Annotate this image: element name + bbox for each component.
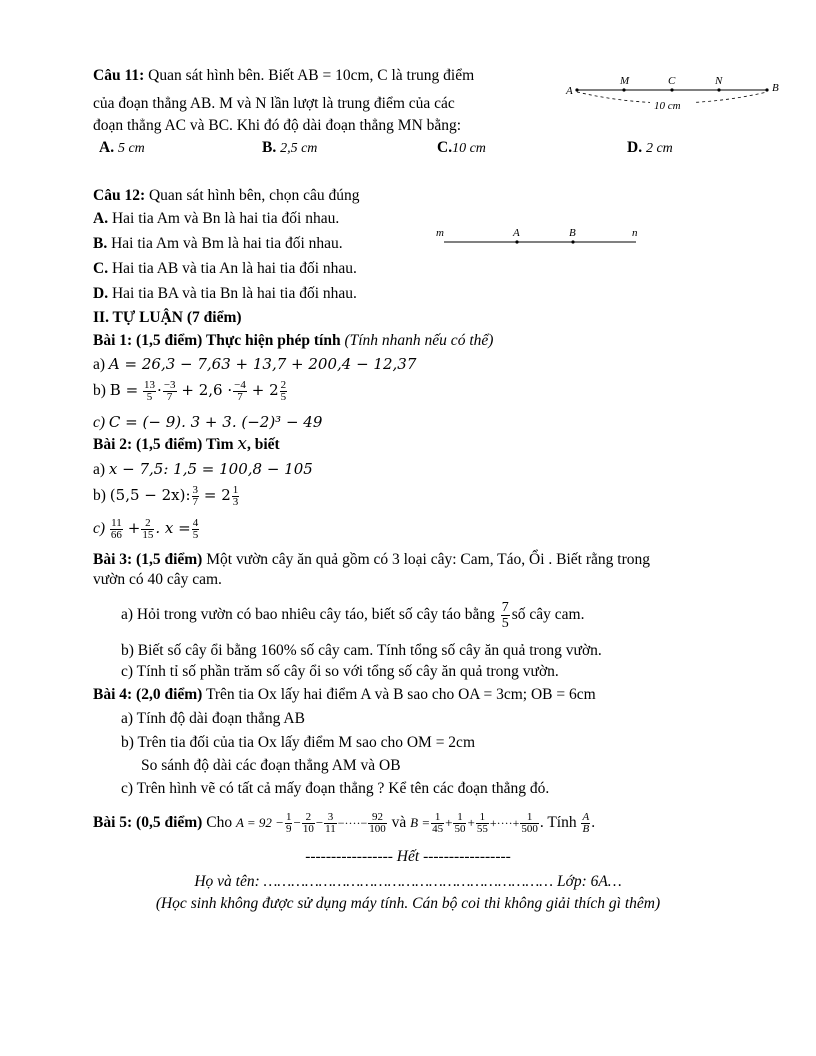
- bai5-ratio-num: A: [582, 810, 590, 823]
- bai1-a-prefix: a): [93, 356, 106, 373]
- bai2-a: [93, 460, 313, 479]
- q11-line2: của đoạn thẳng AB. M và N lần lượt là trung điểm của các: [93, 95, 455, 112]
- bai5-label: Bài 5: (0,5 điểm): [93, 814, 203, 831]
- q12-label: Câu 12:: [93, 187, 146, 204]
- bai1-b-prefix: b): [93, 382, 106, 399]
- bai1-b-dot: ·: [157, 381, 162, 399]
- bai5: Bài 5: (0,5 điểm) Cho A = 92 − $\frac{1}{9}$ − $\frac{2}{10}$ − $\frac{3}{11}$ −····− $\frac{92}{100}$ và B = $\frac{1}{45}$ + $\frac{1}{50}$ + $\frac{1}{55}$ +····+ $\frac{1}{500}$ . Tính $\frac{A}{B}$ .: [93, 810, 596, 835]
- q12-option-d: [93, 285, 357, 303]
- q12-option-a-value: Hai tia Am và Bn là hai tia đối nhau.: [111, 210, 340, 227]
- bai1-note: (Tính nhanh nếu có thể): [344, 332, 494, 349]
- q12-option-c: [93, 260, 357, 278]
- bai5-a-last-den: 100: [369, 822, 386, 835]
- bai2-b-lhs: (5,5 − 2x):: [109, 486, 191, 504]
- bai3-a: [121, 597, 584, 633]
- bai1-b-f2-num: −3: [163, 378, 176, 391]
- bai2-c-f3-den: 5: [192, 528, 199, 541]
- section-title-text: II. TỰ LUẬN (7 điểm): [93, 309, 242, 326]
- bai2-b-f1-den: 7: [192, 495, 199, 508]
- bai5-b-t3-den: 55: [476, 822, 488, 835]
- bai5-a-t3-den: 11: [325, 822, 336, 835]
- bai5-a-last-num: 92: [368, 812, 387, 824]
- footer-het: ----------------- Hết -----------------: [305, 848, 511, 865]
- q12-option-c-key: C.: [93, 260, 109, 277]
- bai2-label-end: , biết: [246, 436, 280, 453]
- bai2-b-f1-num: 3: [192, 483, 199, 496]
- bai1-a: [93, 355, 416, 374]
- bai2-a-expr: x − 7,5: 1,5 = 100,8 − 105: [108, 460, 313, 478]
- bai3-c: c) Tính tỉ số phần trăm số cây ổi so với tổng số cây ăn quả trong vườn.: [121, 663, 559, 680]
- bai5-a-t2-num: 2: [302, 812, 315, 824]
- bai2-c-mid: . x =: [155, 519, 191, 537]
- bai3-b: b) Biết số cây ổi bằng 160% số cây cam. Tính tổng số cây ăn quả trong vườn.: [121, 642, 602, 659]
- q11-option-c: [437, 139, 486, 157]
- bai4-label: Bài 4: (2,0 điểm): [93, 686, 203, 703]
- bai1-b-f3-num: −4: [234, 378, 246, 391]
- footer-name: Họ và tên: ……………………………………………………… Lớp: 6A…: [194, 873, 622, 890]
- bai5-end: .: [591, 814, 596, 831]
- q11-option-a-key: A.: [99, 139, 115, 156]
- bai3-a-text: a) Hỏi trong vườn có bao nhiêu cây táo, biết số cây táo bằng: [121, 606, 495, 623]
- bai1-b-f3-den: 7: [237, 390, 243, 403]
- bai1-c-prefix: c): [93, 414, 106, 431]
- bai3-text1: Một vườn cây ăn quả gồm có 3 loại cây: Cam, Táo, Ổi . Biết rằng trong: [206, 551, 650, 568]
- q11-segment-figure: [560, 68, 790, 118]
- bai5-a-t2-den: 10: [302, 822, 314, 835]
- bai5-b-dots: +····+: [489, 816, 520, 830]
- bai4-b2: So sánh độ dài các đoạn thẳng AM và OB: [141, 757, 401, 774]
- bai2-b-f2-num: 1: [232, 483, 239, 496]
- q11-point-a: A: [566, 85, 573, 97]
- q12-text: Quan sát hình bên, chọn câu đúng: [148, 187, 360, 204]
- q12-point-b: B: [569, 227, 576, 239]
- q12-option-a-key: A.: [93, 210, 109, 227]
- bai2-b-prefix: b): [93, 487, 106, 504]
- q11-point-c: C: [668, 75, 676, 87]
- q11-text1: Quan sát hình bên. Biết AB = 10cm, C là trung điểm: [148, 67, 475, 84]
- q11-option-b-value: 2,5 cm: [280, 141, 318, 156]
- q11-point-m: M: [620, 75, 630, 87]
- q11-length-label: 10 cm: [654, 100, 681, 112]
- bai5-tinh: . Tính: [539, 814, 577, 831]
- bai2-c-f2-den: 15: [142, 528, 154, 541]
- q11-option-a: [99, 139, 145, 157]
- bai5-b-lhs: B =: [410, 815, 431, 830]
- bai3-a-post: số cây cam.: [511, 606, 585, 623]
- section-title: [93, 309, 242, 327]
- bai1-b: [93, 375, 288, 405]
- q12-option-b-value: Hai tia Am và Bm là hai tia đối nhau.: [111, 235, 343, 252]
- bai4-c: c) Trên hình vẽ có tất cả mấy đoạn thẳng ? Kể tên các đoạn thẳng đó.: [121, 780, 550, 797]
- bai3-line2: vườn có 40 cây cam.: [93, 571, 222, 588]
- bai1-label: Bài 1: (1,5 điểm) Thực hiện phép tính: [93, 332, 341, 349]
- bai4-text: Trên tia Ox lấy hai điểm A và B sao cho OA = 3cm; OB = 6cm: [205, 686, 596, 703]
- bai5-ratio-den: B: [582, 822, 590, 835]
- q12-option-c-value: Hai tia AB và tia An là hai tia đối nhau.: [111, 260, 357, 277]
- q12-option-b-key: B.: [93, 235, 108, 252]
- q11-option-b: [262, 139, 317, 157]
- bai4-b: b) Trên tia đối của tia Ox lấy điểm M sao cho OM = 2cm: [121, 734, 475, 751]
- bai3-line1: [93, 551, 650, 569]
- q12-line-figure: [430, 222, 650, 252]
- bai5-a-lhs: A = 92 −: [235, 815, 284, 830]
- bai2-heading: [93, 435, 280, 454]
- bai2-b: [93, 480, 240, 510]
- bai2-c-f1-den: 66: [110, 528, 122, 541]
- bai3-a-den: 5: [501, 615, 509, 631]
- bai2-label: Bài 2: (1,5 điểm) Tìm: [93, 436, 234, 453]
- bai2-c-f2-num: 2: [141, 518, 154, 530]
- bai5-va: và: [391, 814, 407, 831]
- q12-line: [93, 187, 359, 205]
- q11-option-d: [627, 139, 673, 157]
- bai2-c: [93, 513, 200, 543]
- bai1-c-expr: C = (− 9). 3 + 3. (−2)³ − 49: [108, 413, 323, 431]
- bai1-b-f4-num: 2: [280, 378, 287, 391]
- bai5-b-t1-num: 1: [431, 812, 444, 824]
- footer-note: (Học sinh không được sử dụng máy tính. Cán bộ coi thi không giải thích gì thêm): [155, 895, 661, 912]
- q12-point-n: n: [632, 227, 638, 239]
- q11-option-d-key: D.: [627, 139, 643, 156]
- bai4-heading: [93, 686, 596, 704]
- q12-point-m: m: [436, 227, 444, 239]
- bai5-a-t1-den: 9: [285, 822, 292, 835]
- bai2-c-prefix: c): [93, 520, 106, 537]
- q11-point-b: B: [772, 82, 779, 94]
- q11-line1: [93, 67, 474, 85]
- q11-label: Câu 11:: [93, 67, 145, 84]
- q11-line3: đoạn thẳng AC và BC. Khi đó độ dài đoạn thẳng MN bằng:: [93, 117, 462, 134]
- bai2-c-plus: +: [127, 519, 141, 537]
- bai3-a-num: 7: [501, 599, 509, 615]
- q11-option-a-value: 5 cm: [117, 141, 145, 156]
- bai2-c-f1-num: 11: [111, 516, 122, 529]
- bai5-a-t1-num: 1: [285, 810, 292, 823]
- bai2-var: x: [237, 434, 247, 454]
- bai2-c-f3-num: 4: [192, 516, 199, 529]
- q12-option-d-value: Hai tia BA và tia Bn là hai tia đối nhau.: [111, 285, 357, 302]
- q12-option-d-key: D.: [93, 285, 109, 302]
- q12-option-a: [93, 210, 339, 228]
- bai1-c: [93, 413, 322, 432]
- bai4-a: a) Tính độ dài đoạn thẳng AB: [121, 710, 305, 727]
- bai2-b-f2-den: 3: [232, 495, 239, 508]
- q12-option-b: [93, 235, 343, 253]
- q11-option-c-value: 10 cm: [452, 141, 486, 156]
- bai1-b-f1-den: 5: [146, 390, 153, 403]
- bai5-b-last-num: 1: [520, 812, 539, 824]
- q11-point-n: N: [715, 75, 723, 87]
- bai1-b-lhs: B =: [109, 381, 139, 399]
- bai2-b-eq: = 2: [203, 486, 231, 504]
- bai5-b-last-den: 500: [521, 822, 538, 835]
- bai1-b-f1-num: 13: [144, 378, 156, 391]
- q11-option-b-key: B.: [262, 139, 277, 156]
- q12-point-a: A: [513, 227, 520, 239]
- bai2-a-prefix: a): [93, 461, 106, 478]
- bai1-b-plus: + 2: [251, 381, 279, 399]
- bai5-a-t3-num: 3: [324, 812, 337, 824]
- bai5-a-dots: −····−: [337, 816, 368, 830]
- bai1-a-expr: A = 26,3 − 7,63 + 13,7 + 200,4 − 12,37: [108, 355, 417, 373]
- q11-option-c-key: C.: [437, 139, 453, 156]
- bai1-b-f2-den: 7: [166, 390, 173, 403]
- bai5-b-t2-num: 1: [453, 812, 466, 824]
- bai5-cho: Cho: [206, 814, 233, 831]
- bai3-label: Bài 3: (1,5 điểm): [93, 551, 203, 568]
- bai1-b-f4-den: 5: [280, 390, 287, 403]
- bai5-b-t1-den: 45: [432, 822, 444, 835]
- bai1-b-mid: + 2,6 ·: [181, 381, 233, 399]
- bai5-b-t2-den: 50: [454, 822, 466, 835]
- bai5-b-t3-num: 1: [476, 812, 489, 824]
- q11-option-d-value: 2 cm: [645, 141, 673, 156]
- bai1-heading: [93, 332, 493, 350]
